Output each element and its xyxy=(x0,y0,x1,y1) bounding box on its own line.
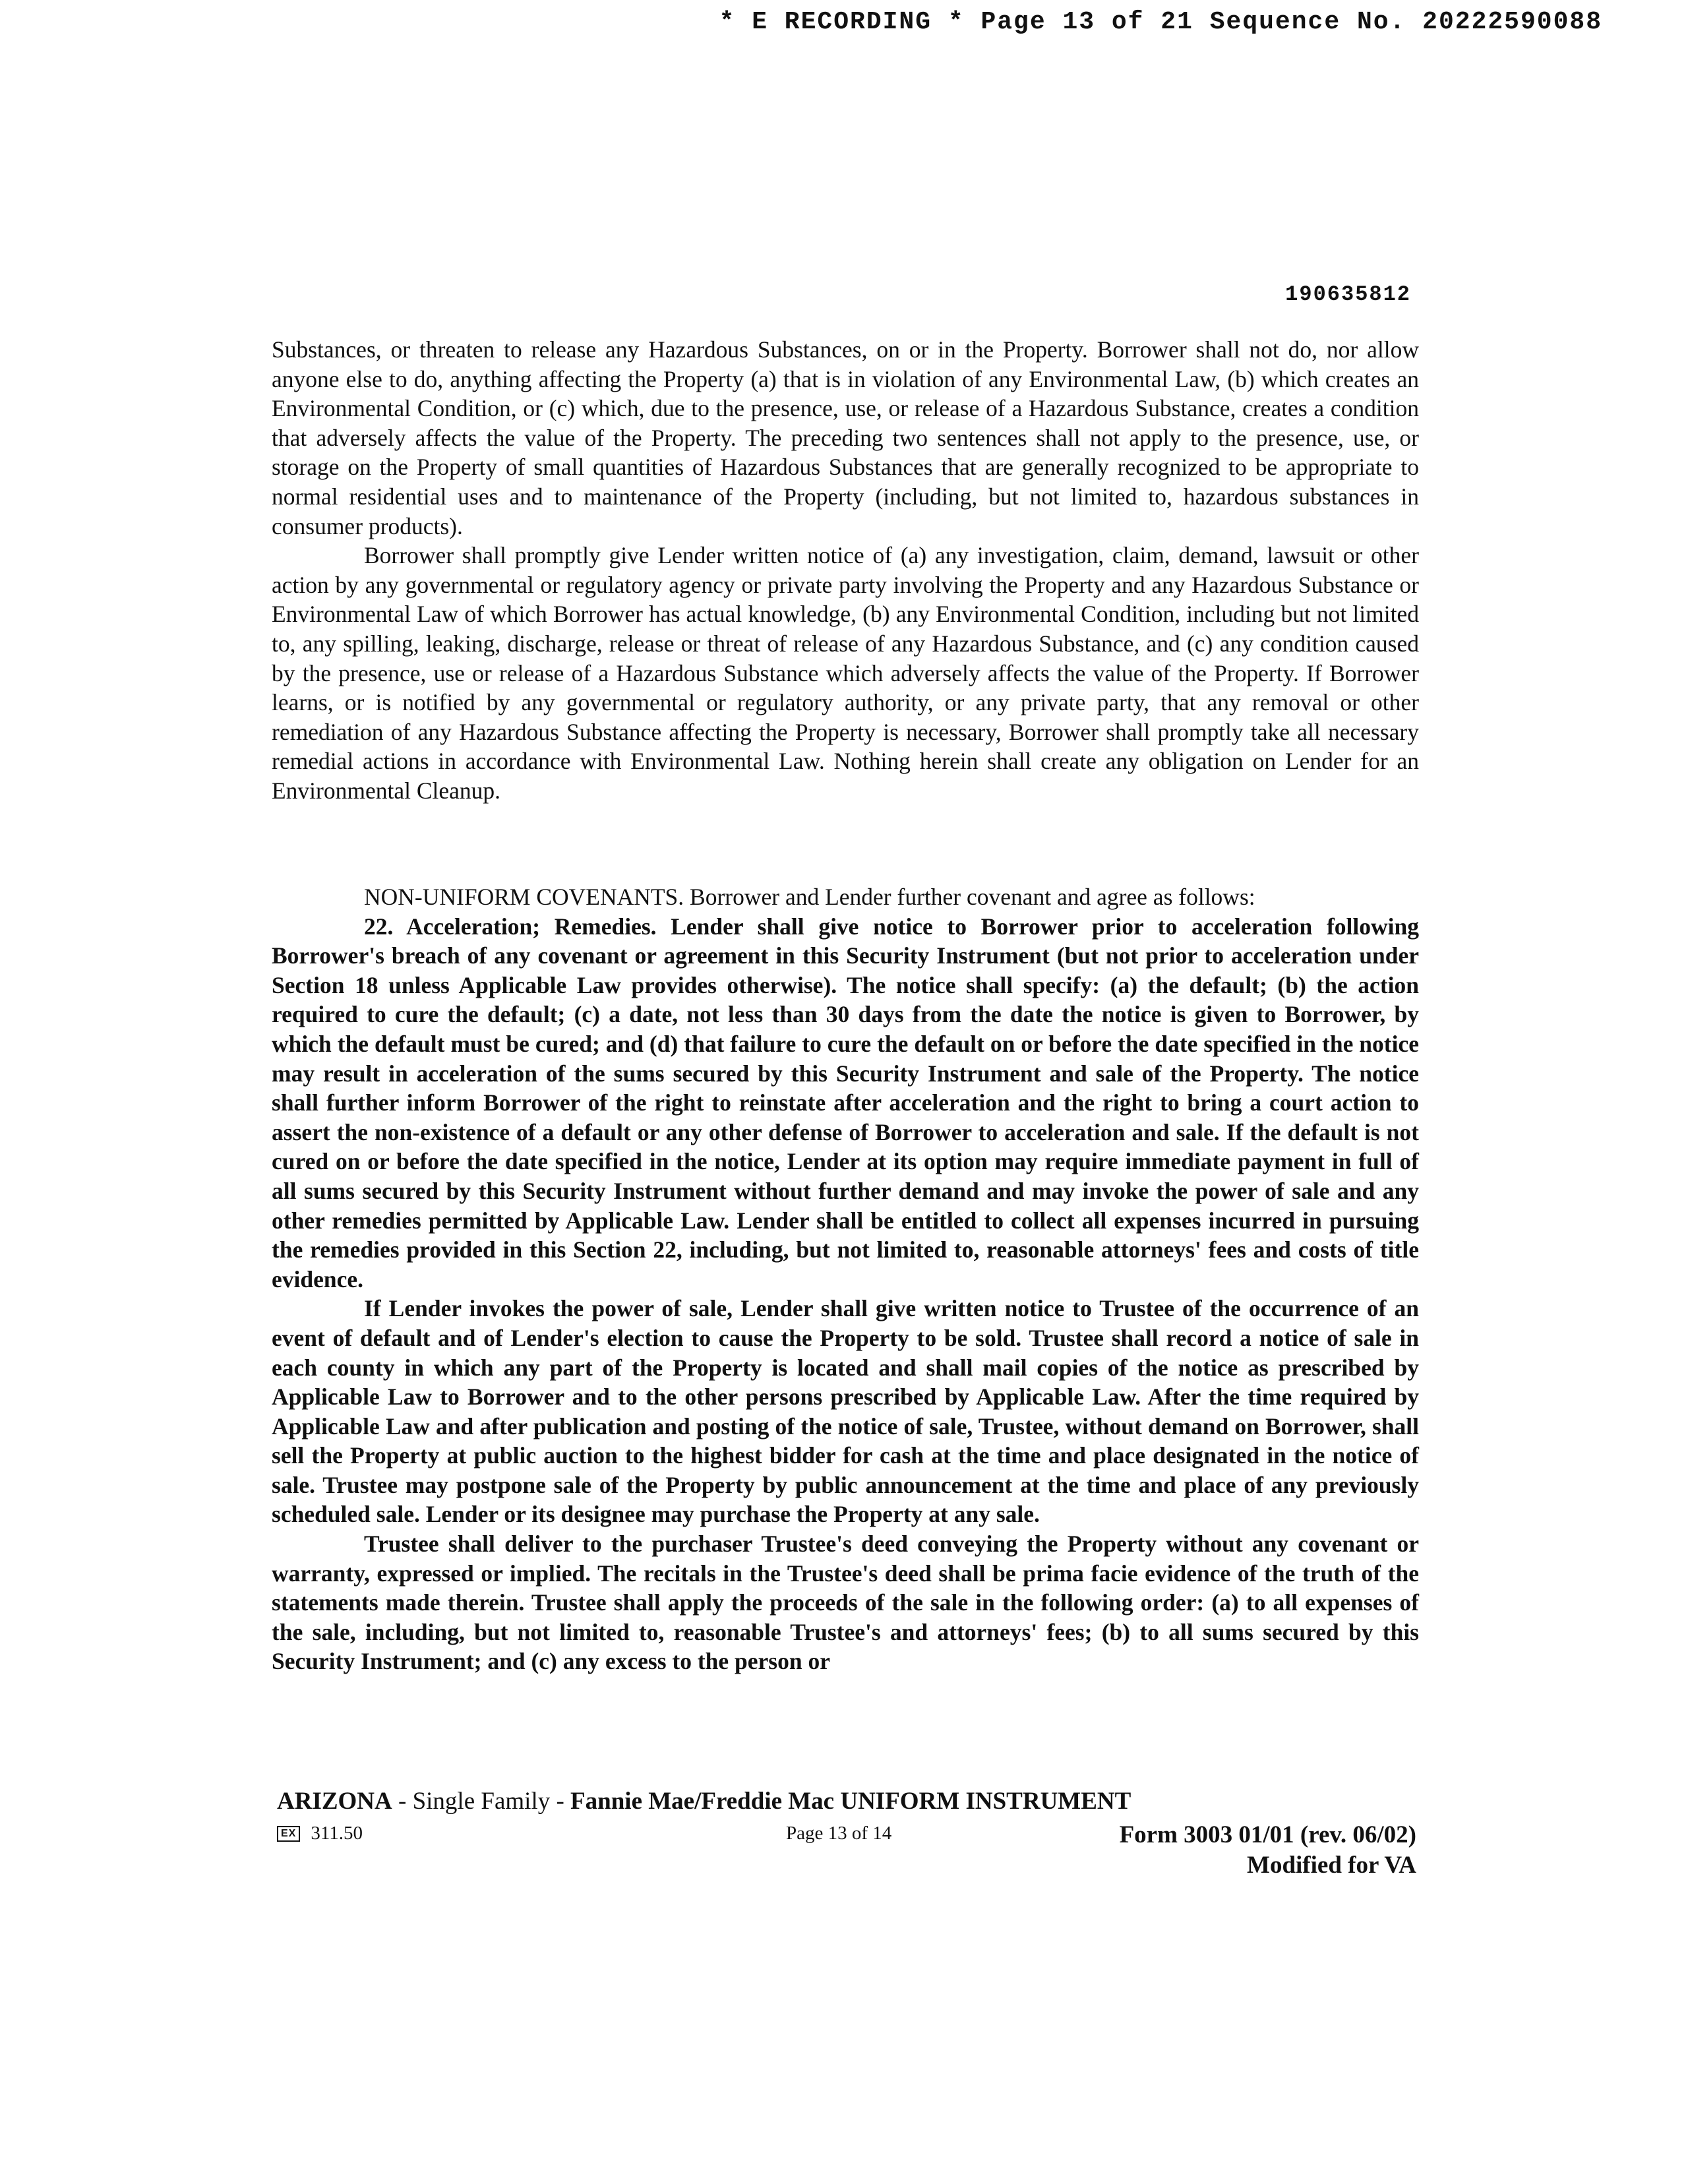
paragraph-power-of-sale: If Lender invokes the power of sale, Lender shall give written notice to Trustee of the occurrence of an event of default and of Lender's election to cause the Property to be sold. Trustee shall record a notice of sale in each county in which any part of the Property is located and shall mail copies of the notice as prescribed by Applicable Law to Borrower and to the other persons prescribed by Applicable Law. After the time required by Applicable Law and after publication and posting of the notice of sale, Trustee, without demand on Borrower, shall sell the Property at public auction to the highest bidder for cash at the time and place designated in the notice of sale. Trustee may postpone sale of the Property by public announcement at the time and place of any previously scheduled sale. Lender or its designee may purchase the Property at any sale. xyxy=(272,1295,1419,1528)
lower-text-block xyxy=(272,882,1419,1676)
footer-page-number: Page 13 of 14 xyxy=(786,1823,892,1844)
footer-modified-for: Modified for VA xyxy=(1247,1852,1416,1879)
loan-number: 190635812 xyxy=(1285,282,1411,307)
footer-form-code xyxy=(277,1823,363,1844)
ex-logo-icon: EX xyxy=(277,1826,300,1842)
footer-form-number-block xyxy=(1120,1820,1416,1881)
form-code-number: 311.50 xyxy=(311,1823,363,1844)
upper-text-block xyxy=(272,335,1419,806)
footer-state: ARIZONA xyxy=(277,1788,392,1815)
footer-title-middle: - Single Family - xyxy=(392,1788,571,1815)
paragraph-notice-of-investigation: Borrower shall promptly give Lender written notice of (a) any investigation, claim, demand, lawsuit or other action by any governmental or regulatory agency or private party involving the Property and any Hazardous Substance or Environmental Law of which Borrower has actual knowledge, (b) any Environmental Condition, including but not limited to, any spilling, leaking, discharge, release or threat of release of any Hazardous Substance, and (c) any condition caused by the presence, use or release of a Hazardous Substance which adversely affects the value of the Property. If Borrower learns, or is notified by any governmental or regulatory authority, or any private party, that any removal or other remediation of any Hazardous Substance affecting the Property is necessary, Borrower shall promptly take all necessary remedial actions in accordance with Environmental Law. Nothing herein shall create any obligation on Lender for an Environmental Cleanup. xyxy=(272,542,1419,804)
footer-instrument-title xyxy=(277,1787,1131,1815)
paragraph-trustee-deed: Trustee shall deliver to the purchaser Trustee's deed conveying the Property without any covenant or warranty, expressed or implied. The recitals in the Trustee's deed shall be prima facie evidence of the truth of the statements made therein. Trustee shall apply the proceeds of the sale in the following order: (a) to all expenses of the sale, including, but not limited to, reasonable Trustee's and attorneys' fees; (b) to all sums secured by this Security Instrument; and (c) any excess to the person or xyxy=(272,1531,1419,1675)
paragraph-acceleration-remedies: 22. Acceleration; Remedies. Lender shall give notice to Borrower prior to acceleration following Borrower's breach of any covenant or agreement in this Security Instrument (but not prior to acceleration under Section 18 unless Applicable Law provides otherwise). The notice shall specify: (a) the default; (b) the action required to cure the default; (c) a date, not less than 30 days from the date the notice is given to Borrower, by which the default must be cured; and (d) that failure to cure the default on or before the date specified in the notice may result in acceleration of the sums secured by this Security Instrument and sale of the Property. The notice shall further inform Borrower of the right to reinstate after acceleration and the right to bring a court action to assert the non-existence of a default or any other defense of Borrower to acceleration and sale. If the default is not cured on or before the date specified in the notice, Lender at its option may require immediate payment in full of all sums secured by this Security Instrument without further demand and may invoke the power of sale and any other remedies permitted by Applicable Law. Lender shall be entitled to collect all expenses incurred in pursuing the remedies provided in this Section 22, including, but not limited to, reasonable attorneys' fees and costs of title evidence. xyxy=(272,913,1419,1292)
paragraph-non-uniform-covenants: NON-UNIFORM COVENANTS. Borrower and Lender further covenant and agree as follows: xyxy=(364,884,1255,910)
paragraph-hazardous-substances: Substances, or threaten to release any Hazardous Substances, on or in the Property. Borrower shall not do, nor allow anyone else to do, anything affecting the Property (a) that is in violation of any Environmental Law, (b) which creates an Environmental Condition, or (c) which, due to the presence, use, or release of a Hazardous Substance, creates a condition that adversely affects the value of the Property. The preceding two sentences shall not apply to the presence, use, or storage on the Property of small quantities of Hazardous Substances that are generally recognized to be appropriate to normal residential uses and to maintenance of the Property (including, but not limited to, hazardous substances in consumer products). xyxy=(272,336,1419,539)
recording-header: * E RECORDING * Page 13 of 21 Sequence No. 20222590088 xyxy=(719,8,1602,36)
footer-title-end: Fannie Mae/Freddie Mac UNIFORM INSTRUMENT xyxy=(570,1788,1131,1815)
footer-form-number: Form 3003 01/01 (rev. 06/02) xyxy=(1119,1821,1416,1848)
